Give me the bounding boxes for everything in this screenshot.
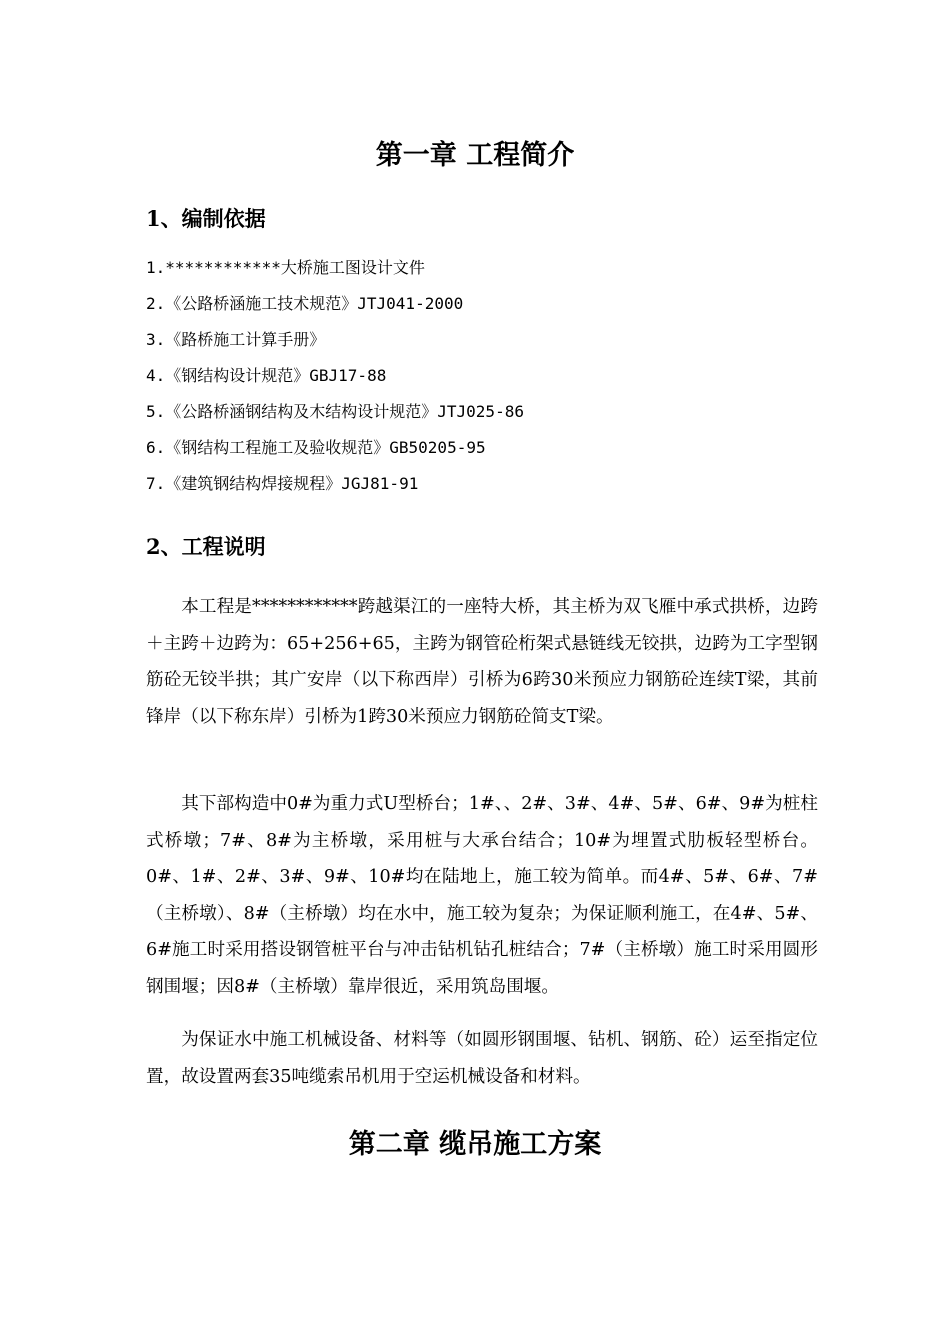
reference-item: 1.************大桥施工图设计文件 bbox=[146, 258, 425, 277]
reference-item: 2.《公路桥涵施工技术规范》JTJ041-2000 bbox=[146, 294, 464, 313]
reference-item: 5.《公路桥涵钢结构及木结构设计规范》JTJ025-86 bbox=[146, 402, 524, 421]
reference-list bbox=[146, 256, 524, 508]
section-2-heading: 2、工程说明 bbox=[146, 534, 266, 559]
paragraph-overview: 本工程是************跨越渠江的一座特大桥，其主桥为双飞雁中承式拱桥，边跨＋主跨＋边跨为：65+256+65，主跨为钢管砼桁架式悬链线无铰拱，边跨为工字型钢筋砼无铰半拱；其广安岸（以下称西岸）引桥为6跨30米预应力钢筋砼连续T梁，其前锋岸（以下称东岸）引桥为1跨30米预应力钢筋砼简支T梁。 bbox=[146, 597, 818, 727]
chapter-1-title: 第一章 工程简介 bbox=[375, 140, 575, 171]
chapter-2-title: 第二章 缆吊施工方案 bbox=[348, 1129, 602, 1160]
paragraph-substructure: 其下部构造中0#为重力式U型桥台；1#、、2#、3#、4#、5#、6#、9#为桩柱式桥墩；7#、8#为主桥墩，采用桩与大承台结合；10#为埋置式肋板轻型桥台。0#、1#、2#、3#、9#、10#均在陆地上，施工较为简单。而4#、5#、6#、7#（主桥墩）、8#（主桥墩）均在水中，施工较为复杂；为保证顺利施工，在4#、5#、6#施工时采用搭设钢管桩平台与冲击钻机钻孔桩结合；7#（主桥墩）施工时采用圆形钢围堰；因8#（主桥墩）靠岸很近，采用筑岛围堰。 bbox=[146, 794, 818, 997]
section-1-heading: 1、编制依据 bbox=[146, 206, 266, 231]
reference-item: 7.《建筑钢结构焊接规程》JGJ81-91 bbox=[146, 474, 419, 493]
reference-item: 6.《钢结构工程施工及验收规范》GB50205-95 bbox=[146, 438, 486, 457]
paragraph-cableway: 为保证水中施工机械设备、材料等（如圆形钢围堰、钻机、钢筋、砼）运至指定位置，故设置两套35吨缆索吊机用于空运机械设备和材料。 bbox=[146, 1030, 818, 1087]
reference-item: 3.《路桥施工计算手册》 bbox=[146, 330, 326, 349]
reference-item: 4.《钢结构设计规范》GBJ17-88 bbox=[146, 366, 387, 385]
